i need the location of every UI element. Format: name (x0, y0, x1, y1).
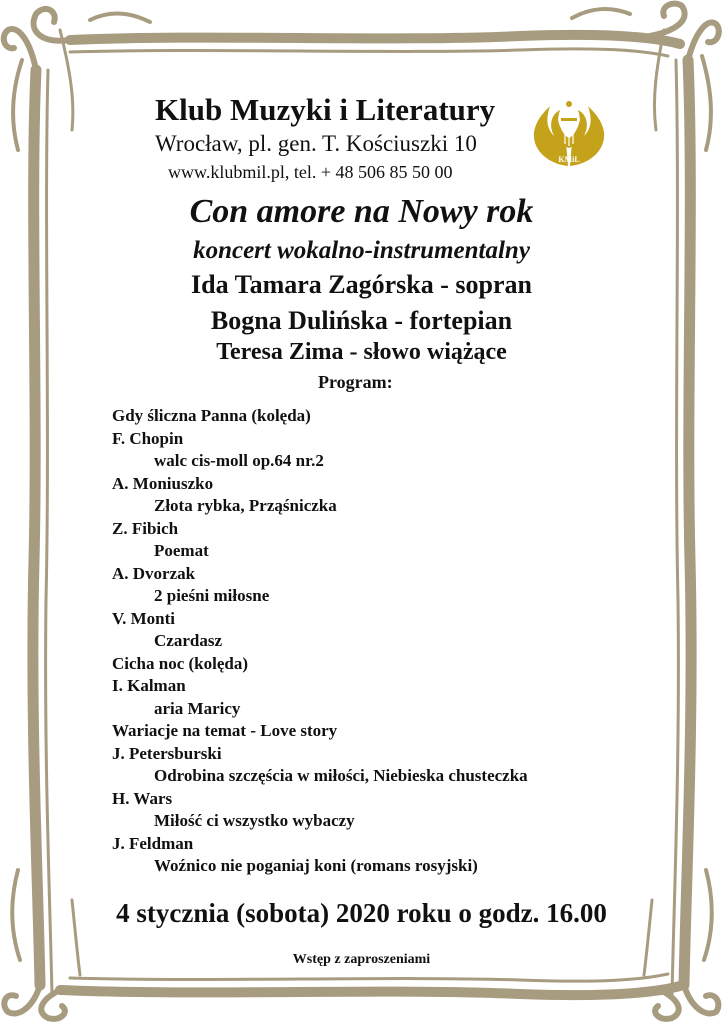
program-piece: Miłość ci wszystko wybaczy (154, 811, 355, 830)
program-composer: Gdy śliczna Panna (kolęda) (112, 406, 311, 425)
program-piece: Woźnico nie poganiaj koni (romans rosyjski) (154, 856, 478, 875)
club-contact: www.klubmil.pl, tel. + 48 506 85 50 00 (168, 162, 453, 182)
performer-piano: Bogna Dulińska - fortepian (210, 306, 513, 335)
program-composer: Z. Fibich (112, 518, 179, 538)
program-composer: V. Monti (112, 608, 175, 628)
event-date: 4 stycznia (sobota) 2020 roku o godz. 16.00 (116, 898, 607, 928)
program-composer: J. Petersburski (112, 743, 222, 763)
club-address: Wrocław, pl. gen. T. Kościuszki 10 (155, 131, 477, 156)
program-piece: aria Maricy (154, 698, 241, 718)
program-piece: Czardasz (154, 631, 222, 650)
program-composer: J. Feldman (112, 833, 194, 853)
program-composer: Cicha noc (kolęda) (112, 653, 248, 673)
program-composer: I. Kalman (112, 676, 186, 695)
program-piece: walc cis-moll op.64 nr.2 (154, 451, 324, 470)
club-name: Klub Muzyki i Literatury (155, 92, 496, 127)
program-composer: A. Moniuszko (112, 473, 214, 493)
event-subtitle: koncert wokalno-instrumentalny (193, 237, 530, 264)
program-piece: 2 pieśni miłosne (154, 586, 270, 605)
program-composer: A. Dvorzak (112, 563, 196, 583)
entry-note: Wstęp z zaproszeniami (292, 952, 431, 967)
performer-narration: Teresa Zima - słowo wiążące (216, 339, 507, 365)
performer-soprano: Ida Tamara Zagórska - sopran (191, 270, 532, 299)
program-composer: Wariacje na temat - Love story (112, 721, 338, 740)
program-heading: Program: (318, 372, 393, 392)
program-list (112, 405, 528, 878)
program-composer: F. Chopin (112, 428, 184, 448)
program-piece: Odrobina szczęścia w miłości, Niebieska chusteczka (154, 766, 528, 785)
program-piece: Poemat (154, 541, 209, 560)
event-title: Con amore na Nowy rok (189, 193, 534, 230)
program-composer: H. Wars (112, 788, 173, 808)
program-piece: Złota rybka, Prząśniczka (154, 496, 337, 515)
lyre-logo-icon (528, 98, 610, 170)
svg-text:KMiL: KMiL (558, 155, 580, 164)
